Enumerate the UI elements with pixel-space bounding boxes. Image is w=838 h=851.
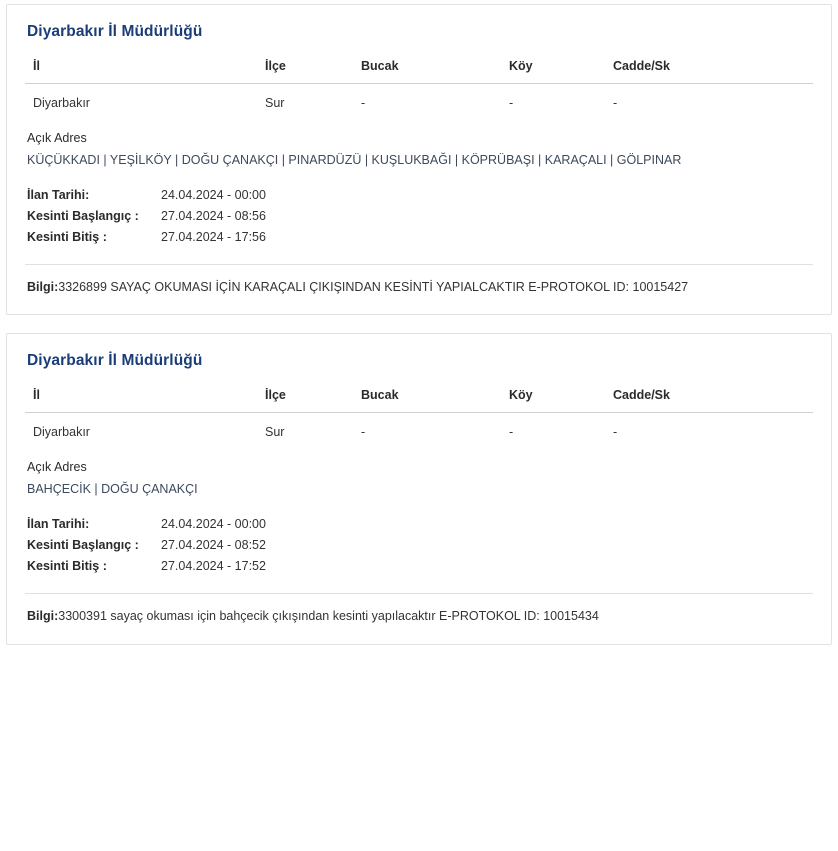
info-line (27, 279, 813, 297)
info-key: Bilgi: (27, 609, 59, 623)
column-header-bucak: Bucak (361, 59, 509, 84)
cell-bucak: - (361, 425, 366, 440)
table-row (25, 413, 813, 450)
column-header-il: İl (25, 388, 265, 413)
cell-cadde: - (613, 96, 618, 110)
location-table (25, 59, 813, 121)
cell-bucak: - (361, 96, 366, 110)
date-row-outage-start (27, 538, 813, 552)
card-title: Diyarbakır İl Müdürlüğü (27, 23, 203, 40)
cell-il: Diyarbakır (33, 96, 90, 110)
table-header-row (25, 59, 813, 84)
location-table (25, 388, 813, 450)
outage-notice-card (6, 4, 832, 315)
cell-il: Diyarbakır (33, 425, 90, 440)
date-value: 24.04.2024 - 00:00 (161, 517, 266, 531)
date-row-announcement (27, 188, 813, 202)
outage-notice-card (6, 333, 832, 644)
info-key: Bilgi: (27, 279, 59, 294)
cell-koy: - (509, 96, 514, 110)
column-header-cadde: Cadde/Sk (613, 388, 813, 413)
date-row-announcement (27, 517, 813, 531)
column-header-ilce: İlçe (265, 59, 361, 84)
date-value: 27.04.2024 - 08:56 (161, 208, 266, 223)
address-label: Açık Adres (27, 131, 87, 145)
divider (25, 264, 813, 265)
column-header-il: İl (25, 59, 265, 84)
dates-block (27, 517, 813, 573)
address-value: KÜÇÜKKADI | YEŞİLKÖY | DOĞU ÇANAKÇI | PINARDÜZÜ | KUŞLUKBAĞI | KÖPRÜBAŞI | KARAÇALI | GÖLPINAR (27, 153, 682, 167)
date-label: İlan Tarihi: (27, 187, 90, 202)
info-value: 3300391 sayaç okuması için bahçecik çıkışından kesinti yapılacaktır E-PROTOKOL ID: 10015434 (58, 609, 599, 623)
column-header-koy: Köy (509, 59, 613, 84)
cell-ilce: Sur (265, 425, 285, 440)
date-row-outage-end (27, 559, 813, 573)
address-value: BAHÇECİK | DOĞU ÇANAKÇI (27, 482, 198, 497)
cell-ilce: Sur (265, 96, 285, 110)
column-header-cadde: Cadde/Sk (613, 59, 813, 84)
date-label: Kesinti Başlangıç : (27, 208, 139, 223)
cell-koy: - (509, 425, 514, 440)
column-header-koy: Köy (509, 388, 613, 413)
date-label: Kesinti Bitiş : (27, 559, 107, 573)
date-value: 24.04.2024 - 00:00 (161, 187, 266, 202)
table-row (25, 84, 813, 121)
address-label: Açık Adres (27, 460, 87, 475)
date-row-outage-end (27, 230, 813, 244)
table-header-row (25, 388, 813, 413)
column-header-bucak: Bucak (361, 388, 509, 413)
divider (25, 593, 813, 594)
dates-block (27, 188, 813, 244)
info-line (27, 608, 813, 626)
date-value: 27.04.2024 - 08:52 (161, 538, 266, 552)
date-label: Kesinti Başlangıç : (27, 538, 139, 552)
date-value: 27.04.2024 - 17:52 (161, 559, 266, 573)
column-header-ilce: İlçe (265, 388, 361, 413)
date-value: 27.04.2024 - 17:56 (161, 229, 266, 244)
info-value: 3326899 SAYAÇ OKUMASI İÇİN KARAÇALI ÇIKIŞINDAN KESİNTİ YAPIALCAKTIR E-PROTOKOL ID: 10015427 (58, 279, 689, 294)
date-label: İlan Tarihi: (27, 517, 90, 531)
date-row-outage-start (27, 209, 813, 223)
date-label: Kesinti Bitiş : (27, 229, 107, 244)
cell-cadde: - (613, 425, 618, 440)
card-title: Diyarbakır İl Müdürlüğü (27, 352, 203, 370)
